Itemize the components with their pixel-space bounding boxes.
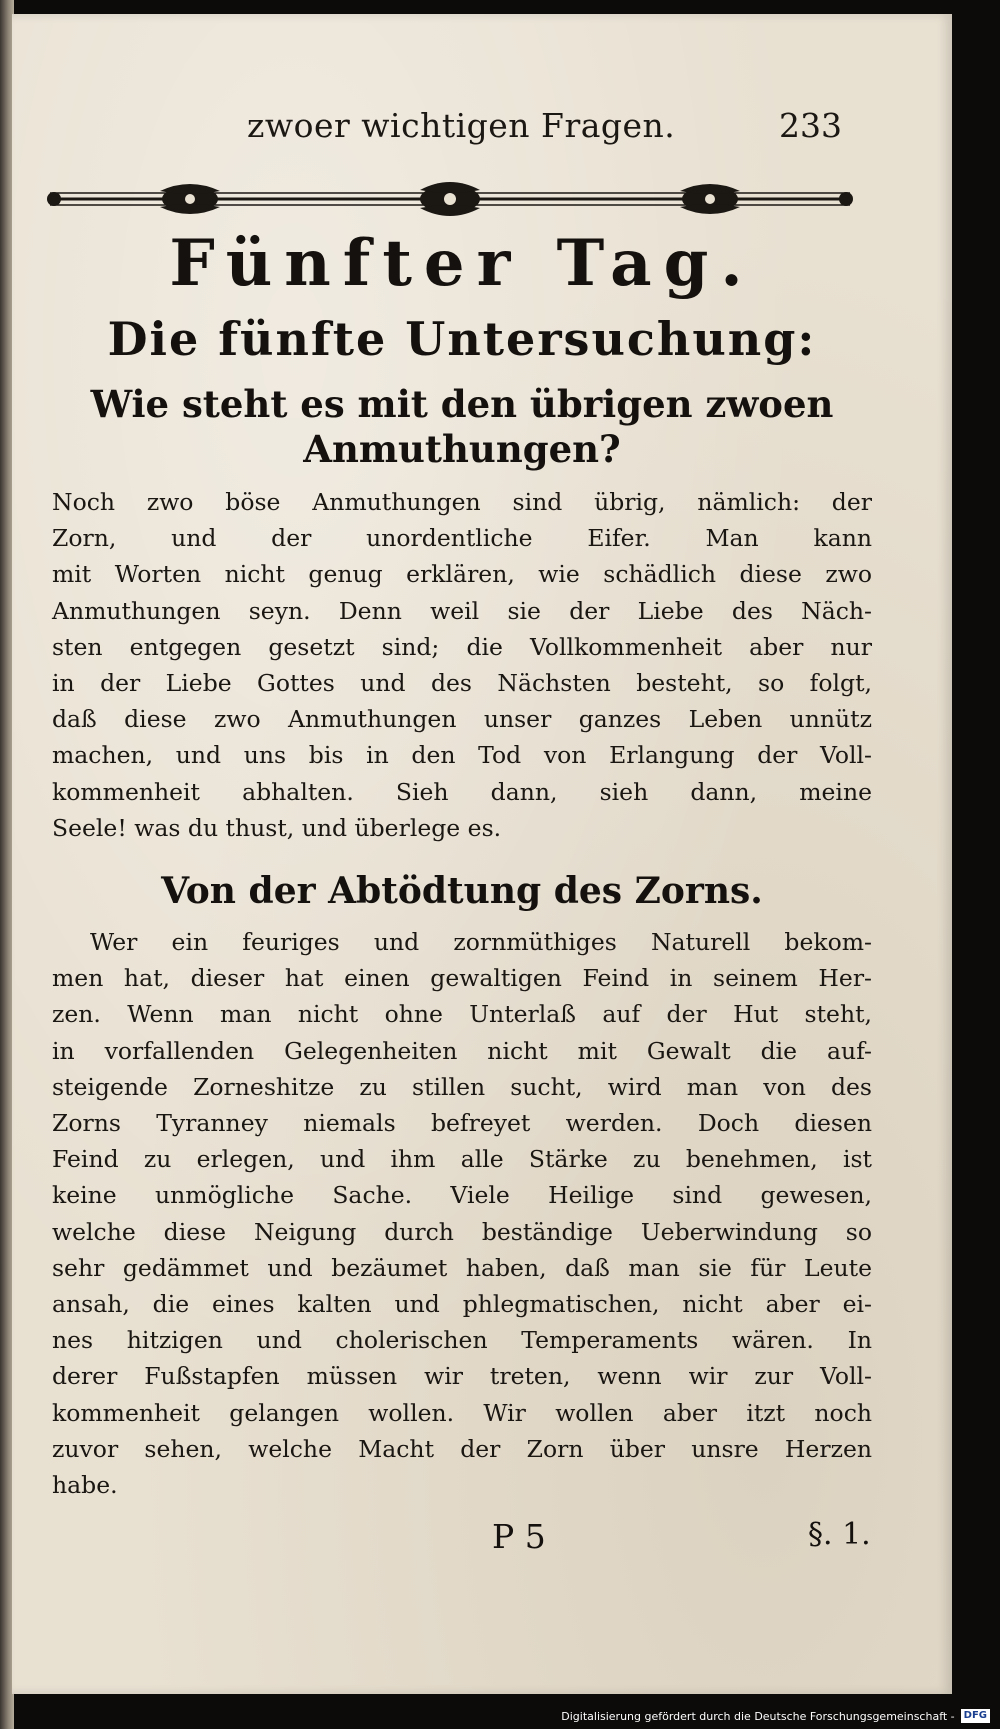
text-line: Anmuthungen seyn. Denn weil sie der Liebe des Näch- — [52, 596, 872, 625]
text-line: Zorn, und der unordentliche Eifer. Man kann — [52, 524, 872, 553]
text-line: sehr gedämmet und bezäumet haben, daß man sie für Leute — [52, 1253, 872, 1282]
text-line: zuvor sehen, welche Macht der Zorn über unsre Herzen — [52, 1434, 872, 1463]
digitization-credit — [561, 1707, 990, 1725]
text-line: Seele! was du thust, und überlege es. — [52, 813, 502, 842]
section-heading: Von der Abtödtung des Zorns. — [161, 870, 763, 912]
text-line: Wer ein feuriges und zornmüthiges Naturell bekom- — [90, 928, 872, 956]
page-footer — [12, 1517, 952, 1567]
running-head: zwoer wichtigen Fragen. — [247, 106, 676, 145]
text-line: Noch zwo böse Anmuthungen sind übrig, nämlich: der — [52, 488, 872, 516]
text-line: kommenheit abhalten. Sieh dann, sieh dann, meine — [52, 777, 872, 806]
page-header — [12, 106, 952, 156]
ornamental-rule — [40, 179, 860, 219]
text-line: habe. — [52, 1471, 118, 1500]
chapter-title: Fünfter Tag. — [169, 226, 755, 301]
question-line: Anmuthungen? — [303, 427, 621, 471]
text-line: in der Liebe Gottes und des Nächsten besteht, so folgt, — [52, 669, 872, 698]
catchword: §. 1. — [808, 1517, 871, 1552]
text-line: sten entgegen gesetzt sind; die Vollkommenheit aber nur — [52, 632, 872, 661]
signature-mark: P 5 — [492, 1517, 546, 1556]
text-line: machen, und uns bis in den Tod von Erlangung der Voll- — [52, 741, 872, 770]
text-line: mit Worten nicht genug erklären, wie schädlich diese zwo — [52, 560, 872, 589]
text-line: kommenheit gelangen wollen. Wir wollen aber itzt noch — [52, 1398, 872, 1427]
text-line: steigende Zorneshitze zu stillen sucht, wird man von des — [52, 1072, 872, 1101]
credit-text: Digitalisierung gefördert durch die Deutsche Forschungsgemeinschaft - — [561, 1709, 955, 1723]
book-page — [12, 14, 952, 1694]
question-line: Wie steht es mit den übrigen zwoen — [90, 382, 834, 426]
text-line: zen. Wenn man nicht ohne Unterlaß auf der Hut steht, — [52, 1000, 872, 1029]
text-line: derer Fußstapfen müssen wir treten, wenn wir zur Voll- — [52, 1362, 872, 1391]
paragraph-body — [52, 924, 872, 1503]
text-line: keine unmögliche Sache. Viele Heilige sind gewesen, — [52, 1181, 872, 1210]
text-line: Zorns Tyranney niemals befreyet werden. Doch diesen — [52, 1109, 872, 1138]
text-line: daß diese zwo Anmuthungen unser ganzes Leben unnütz — [52, 705, 872, 734]
text-line: ansah, die eines kalten und phlegmatischen, nicht aber ei- — [52, 1290, 872, 1319]
chapter-subtitle: Die fünfte Untersuchung: — [107, 312, 817, 366]
page-number: 233 — [779, 106, 842, 145]
text-line: welche diese Neigung durch beständige Ueberwindung so — [52, 1217, 872, 1246]
chapter-question — [52, 382, 872, 472]
dfg-logo: DFG — [961, 1709, 990, 1723]
text-line: men hat, dieser hat einen gewaltigen Feind in seinem Her- — [52, 964, 872, 993]
text-line: Feind zu erlegen, und ihm alle Stärke zu benehmen, ist — [52, 1145, 872, 1174]
text-line: in vorfallenden Gelegenheiten nicht mit Gewalt die auf- — [52, 1036, 872, 1065]
text-line: nes hitzigen und cholerischen Temperaments wären. In — [52, 1326, 872, 1355]
paragraph-intro — [52, 484, 872, 846]
